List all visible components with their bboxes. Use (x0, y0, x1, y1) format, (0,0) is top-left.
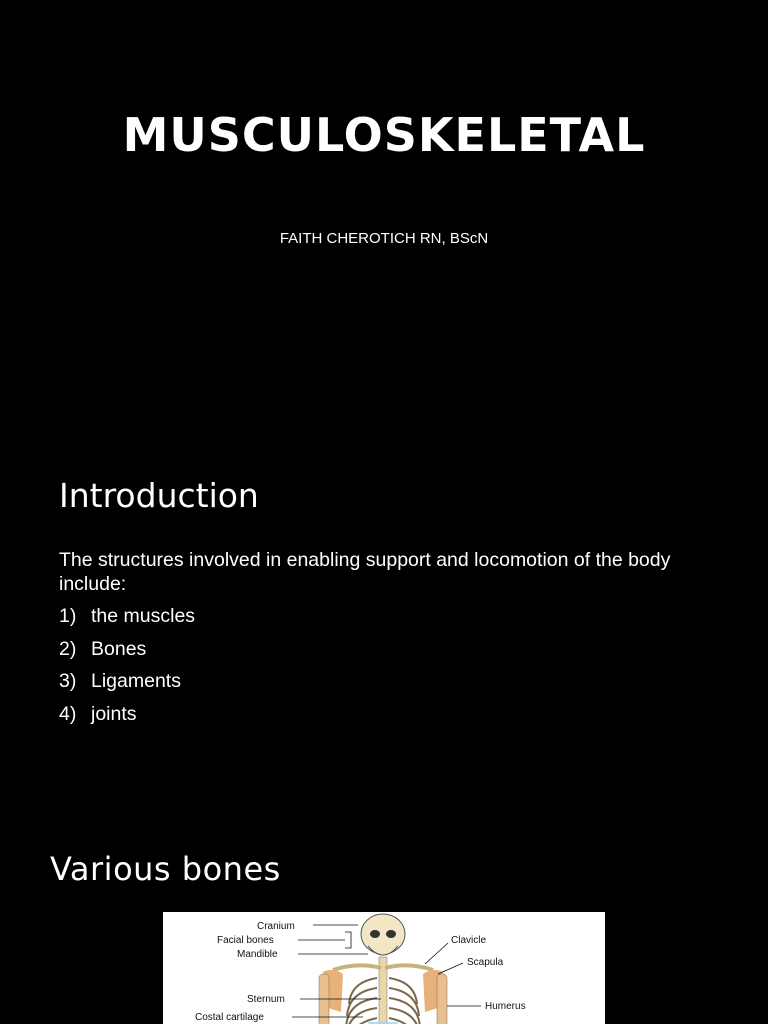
slide-heading: Introduction (59, 476, 259, 515)
list-item (59, 604, 729, 637)
skeleton-illustration (163, 912, 605, 1024)
introduction-slide (0, 432, 768, 832)
list-number: 3) (59, 670, 77, 692)
clavicle-left-shape (333, 965, 381, 970)
list-number: 4) (59, 702, 77, 725)
label-costal-cartilage: Costal cartilage (195, 1012, 264, 1023)
list-text: the muscles (91, 605, 196, 627)
label-mandible: Mandible (237, 949, 278, 960)
list-number: 1) (59, 605, 77, 627)
eye-socket-left (370, 930, 380, 938)
humerus-right-shape (437, 974, 447, 1024)
slide-heading: Various bones (50, 850, 281, 888)
intro-paragraph: The structures involved in enabling support and locomotion of the body include: (59, 549, 671, 595)
mandible-shape (368, 946, 398, 955)
slide-body (59, 548, 729, 734)
structures-list (59, 604, 729, 734)
label-clavicle: Clavicle (451, 935, 487, 946)
list-number: 2) (59, 637, 77, 660)
list-text: Ligaments (91, 670, 181, 692)
label-sternum: Sternum (247, 994, 285, 1005)
list-item (59, 702, 729, 735)
eye-socket-right (386, 930, 396, 938)
list-item (59, 637, 729, 670)
various-bones-slide (0, 832, 768, 1024)
list-item (59, 669, 729, 702)
label-facial-bones: Facial bones (217, 935, 274, 946)
label-scapula: Scapula (467, 957, 504, 968)
list-text: joints (91, 702, 137, 725)
slide-title: MUSCULOSKELETAL (122, 108, 646, 162)
clavicle-right-shape (385, 965, 433, 970)
skeleton-diagram (163, 912, 605, 1024)
label-humerus: Humerus (485, 1001, 526, 1012)
list-text: Bones (91, 637, 147, 660)
title-slide (0, 0, 768, 432)
slide-subtitle: FAITH CHEROTICH RN, BScN (279, 230, 489, 247)
label-cranium: Cranium (257, 921, 295, 932)
